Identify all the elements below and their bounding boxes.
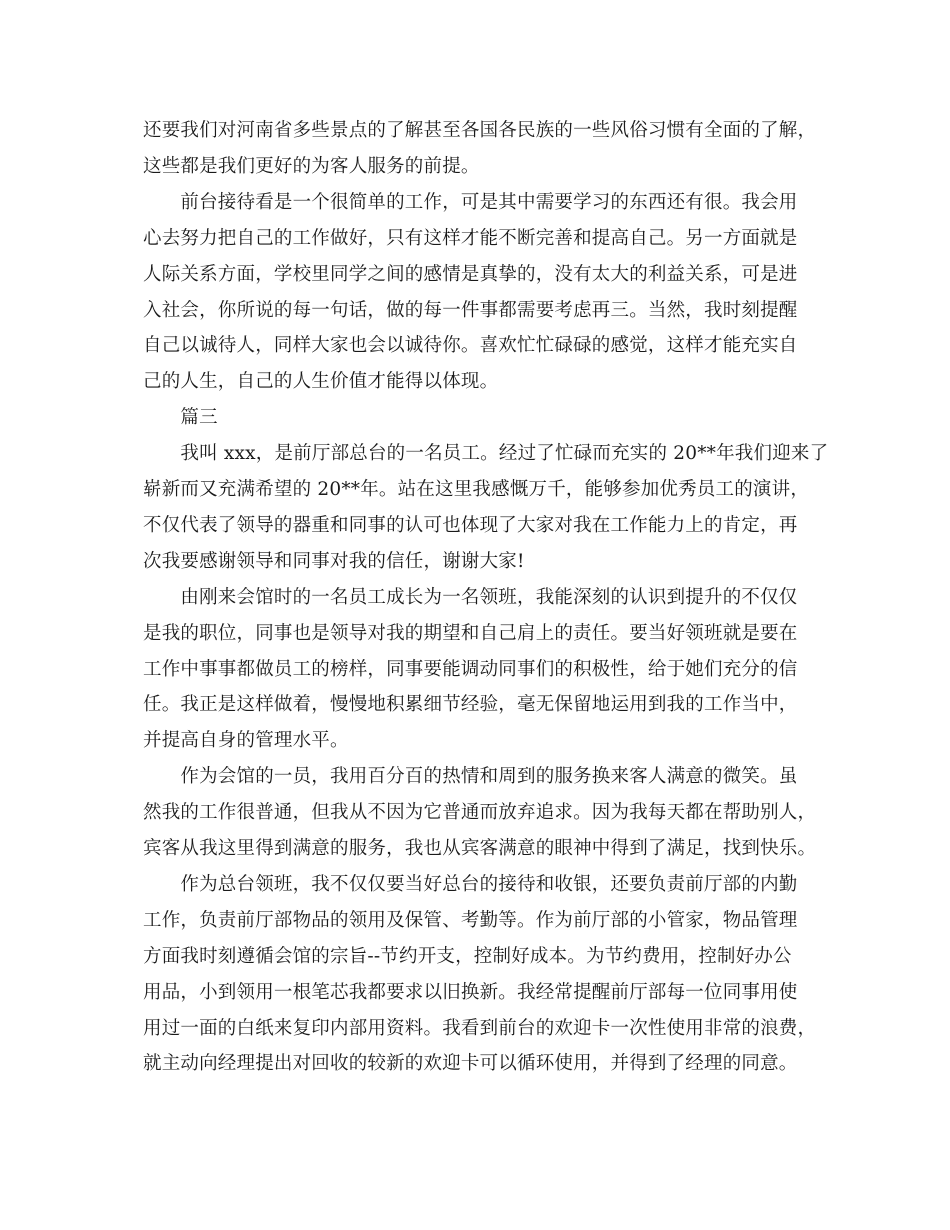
text-line: 宾客从我这里得到满意的服务，我也从宾客满意的眼神中得到了满足，找到快乐。 <box>143 838 817 859</box>
text-line: 由刚来会馆时的一名员工成长为一名领班，我能深刻的认识到提升的不仅仅 <box>143 587 798 608</box>
text-line: 任。我正是这样做着，慢慢地积累细节经验，毫无保留地运用到我的工作当中， <box>143 694 798 715</box>
text-line: 工作，负责前厅部物品的领用及保管、考勤等。作为前厅部的小管家，物品管理 <box>143 910 798 931</box>
text-line: 不仅代表了领导的器重和同事的认可也体现了大家对我在工作能力上的肯定，再 <box>143 515 798 536</box>
text-line: 这些都是我们更好的为客人服务的前提。 <box>143 156 480 177</box>
text-line: 用过一面的白纸来复印内部用资料。我看到前台的欢迎卡一次性使用非常的浪费， <box>143 1018 817 1039</box>
text-line: 是我的职位，同事也是领导对我的期望和自己肩上的责任。要当好领班就是要在 <box>143 623 798 644</box>
text-line: 并提高自身的管理水平。 <box>143 730 349 751</box>
text-line: 次我要感谢领导和同事对我的信任，谢谢大家! <box>143 551 525 572</box>
text-line: 崭新而又充满希望的 20**年。站在这里我感慨万千，能够参加优秀员工的演讲， <box>143 479 810 500</box>
text-line: 入社会，你所说的每一句话，做的每一件事都需要考虑再三。当然，我时刻提醒 <box>143 300 798 321</box>
text-line: 用品，小到领用一根笔芯我都要求以旧换新。我经常提醒前厅部每一位同事用使 <box>143 982 798 1003</box>
text-line: 我叫 xxx，是前厅部总台的一名员工。经过了忙碌而充实的 20**年我们迎来了 <box>143 443 829 464</box>
text-line: 作为总台领班，我不仅仅要当好总台的接待和收银，还要负责前厅部的内勤 <box>143 874 798 895</box>
text-line: 工作中事事都做员工的榜样，同事要能调动同事们的积极性，给于她们充分的信 <box>143 659 798 680</box>
text-line: 人际关系方面，学校里同学之间的感情是真挚的，没有太大的利益关系，可是进 <box>143 264 798 285</box>
text-line: 方面我时刻遵循会馆的宗旨--节约开支，控制好成本。为节约费用，控制好办公 <box>143 946 792 967</box>
text-line: 前台接待看是一个很简单的工作，可是其中需要学习的东西还有很。我会用 <box>143 192 798 213</box>
text-line: 还要我们对河南省多些景点的了解甚至各国各民族的一些风俗习惯有全面的了解， <box>143 120 817 141</box>
text-line: 就主动向经理提出对回收的较新的欢迎卡可以循环使用，并得到了经理的同意。 <box>143 1053 798 1074</box>
text-line: 自己以诚待人，同样大家也会以诚待你。喜欢忙忙碌碌的感觉，这样才能充实自 <box>143 335 798 356</box>
text-line: 己的人生，自己的人生价值才能得以体现。 <box>143 371 499 392</box>
text-line: 作为会馆的一员，我用百分百的热情和周到的服务换来客人满意的微笑。虽 <box>143 766 798 787</box>
text-line: 心去努力把自己的工作做好，只有这样才能不断完善和提高自己。另一方面就是 <box>143 228 798 249</box>
text-line: 然我的工作很普通，但我从不因为它普通而放弃追求。因为我每天都在帮助别人， <box>143 802 817 823</box>
text-line: 篇三 <box>143 407 218 428</box>
